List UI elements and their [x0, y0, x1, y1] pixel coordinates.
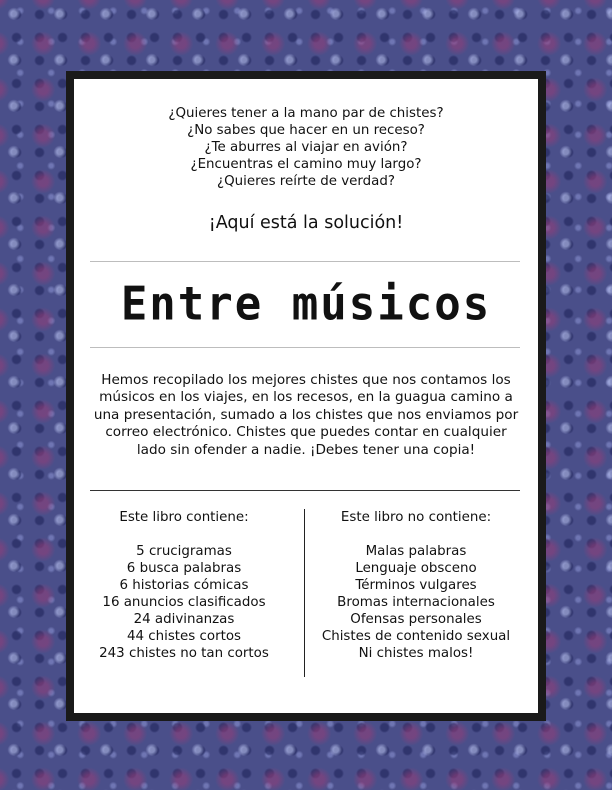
contains-column	[74, 509, 294, 662]
list-item: Términos vulgares	[355, 578, 477, 593]
list-item: Ni chistes malos!	[358, 646, 474, 661]
divider-top	[90, 261, 520, 262]
list-item: Chistes de contenido sexual	[321, 629, 511, 644]
divider-middle	[90, 347, 520, 348]
question-line: ¿Quieres reírte de verdad?	[217, 174, 395, 189]
contains-heading: Este libro contiene:	[119, 510, 249, 525]
list-item: 24 adivinanzas	[133, 612, 235, 627]
list-item: 5 crucigramas	[136, 544, 232, 559]
not-contains-heading: Este libro no contiene:	[340, 510, 492, 525]
list-item: 16 anuncios clasificados	[102, 595, 266, 610]
list-item: Lenguaje obsceno	[355, 561, 477, 576]
list-item: Bromas internacionales	[337, 595, 495, 610]
list-item: Ofensas personales	[350, 612, 482, 627]
list-item: 44 chistes cortos	[126, 629, 242, 644]
not-contains-column	[306, 509, 526, 662]
question-line: ¿No sabes que hacer en un receso?	[187, 123, 425, 138]
description: Hemos recopilado los mejores chistes que nos contamos los músicos en los viajes, en los recesos, en la guagua camino a una presentación, sumado a los chistes que nos enviamos por correo electrónico. Chistes que puedes contar en cualquier lado sin ofender a nadie. ¡Debes tener una copia!	[93, 372, 519, 458]
question-line: ¿Quieres tener a la mano par de chistes?	[168, 106, 444, 121]
column-divider	[304, 509, 305, 677]
intro-questions	[74, 105, 538, 190]
question-line: ¿Te aburres al viajar en avión?	[204, 140, 408, 155]
divider-bottom	[90, 490, 520, 491]
card	[74, 79, 538, 713]
solution-heading: ¡Aquí está la solución!	[208, 213, 404, 233]
list-item: Malas palabras	[365, 544, 467, 559]
list-item: 6 historias cómicas	[119, 578, 249, 593]
list-item: 243 chistes no tan cortos	[99, 646, 269, 661]
book-title: Entre músicos	[120, 277, 492, 332]
list-item: 6 busca palabras	[126, 561, 242, 576]
question-line: ¿Encuentras el camino muy largo?	[190, 157, 422, 172]
